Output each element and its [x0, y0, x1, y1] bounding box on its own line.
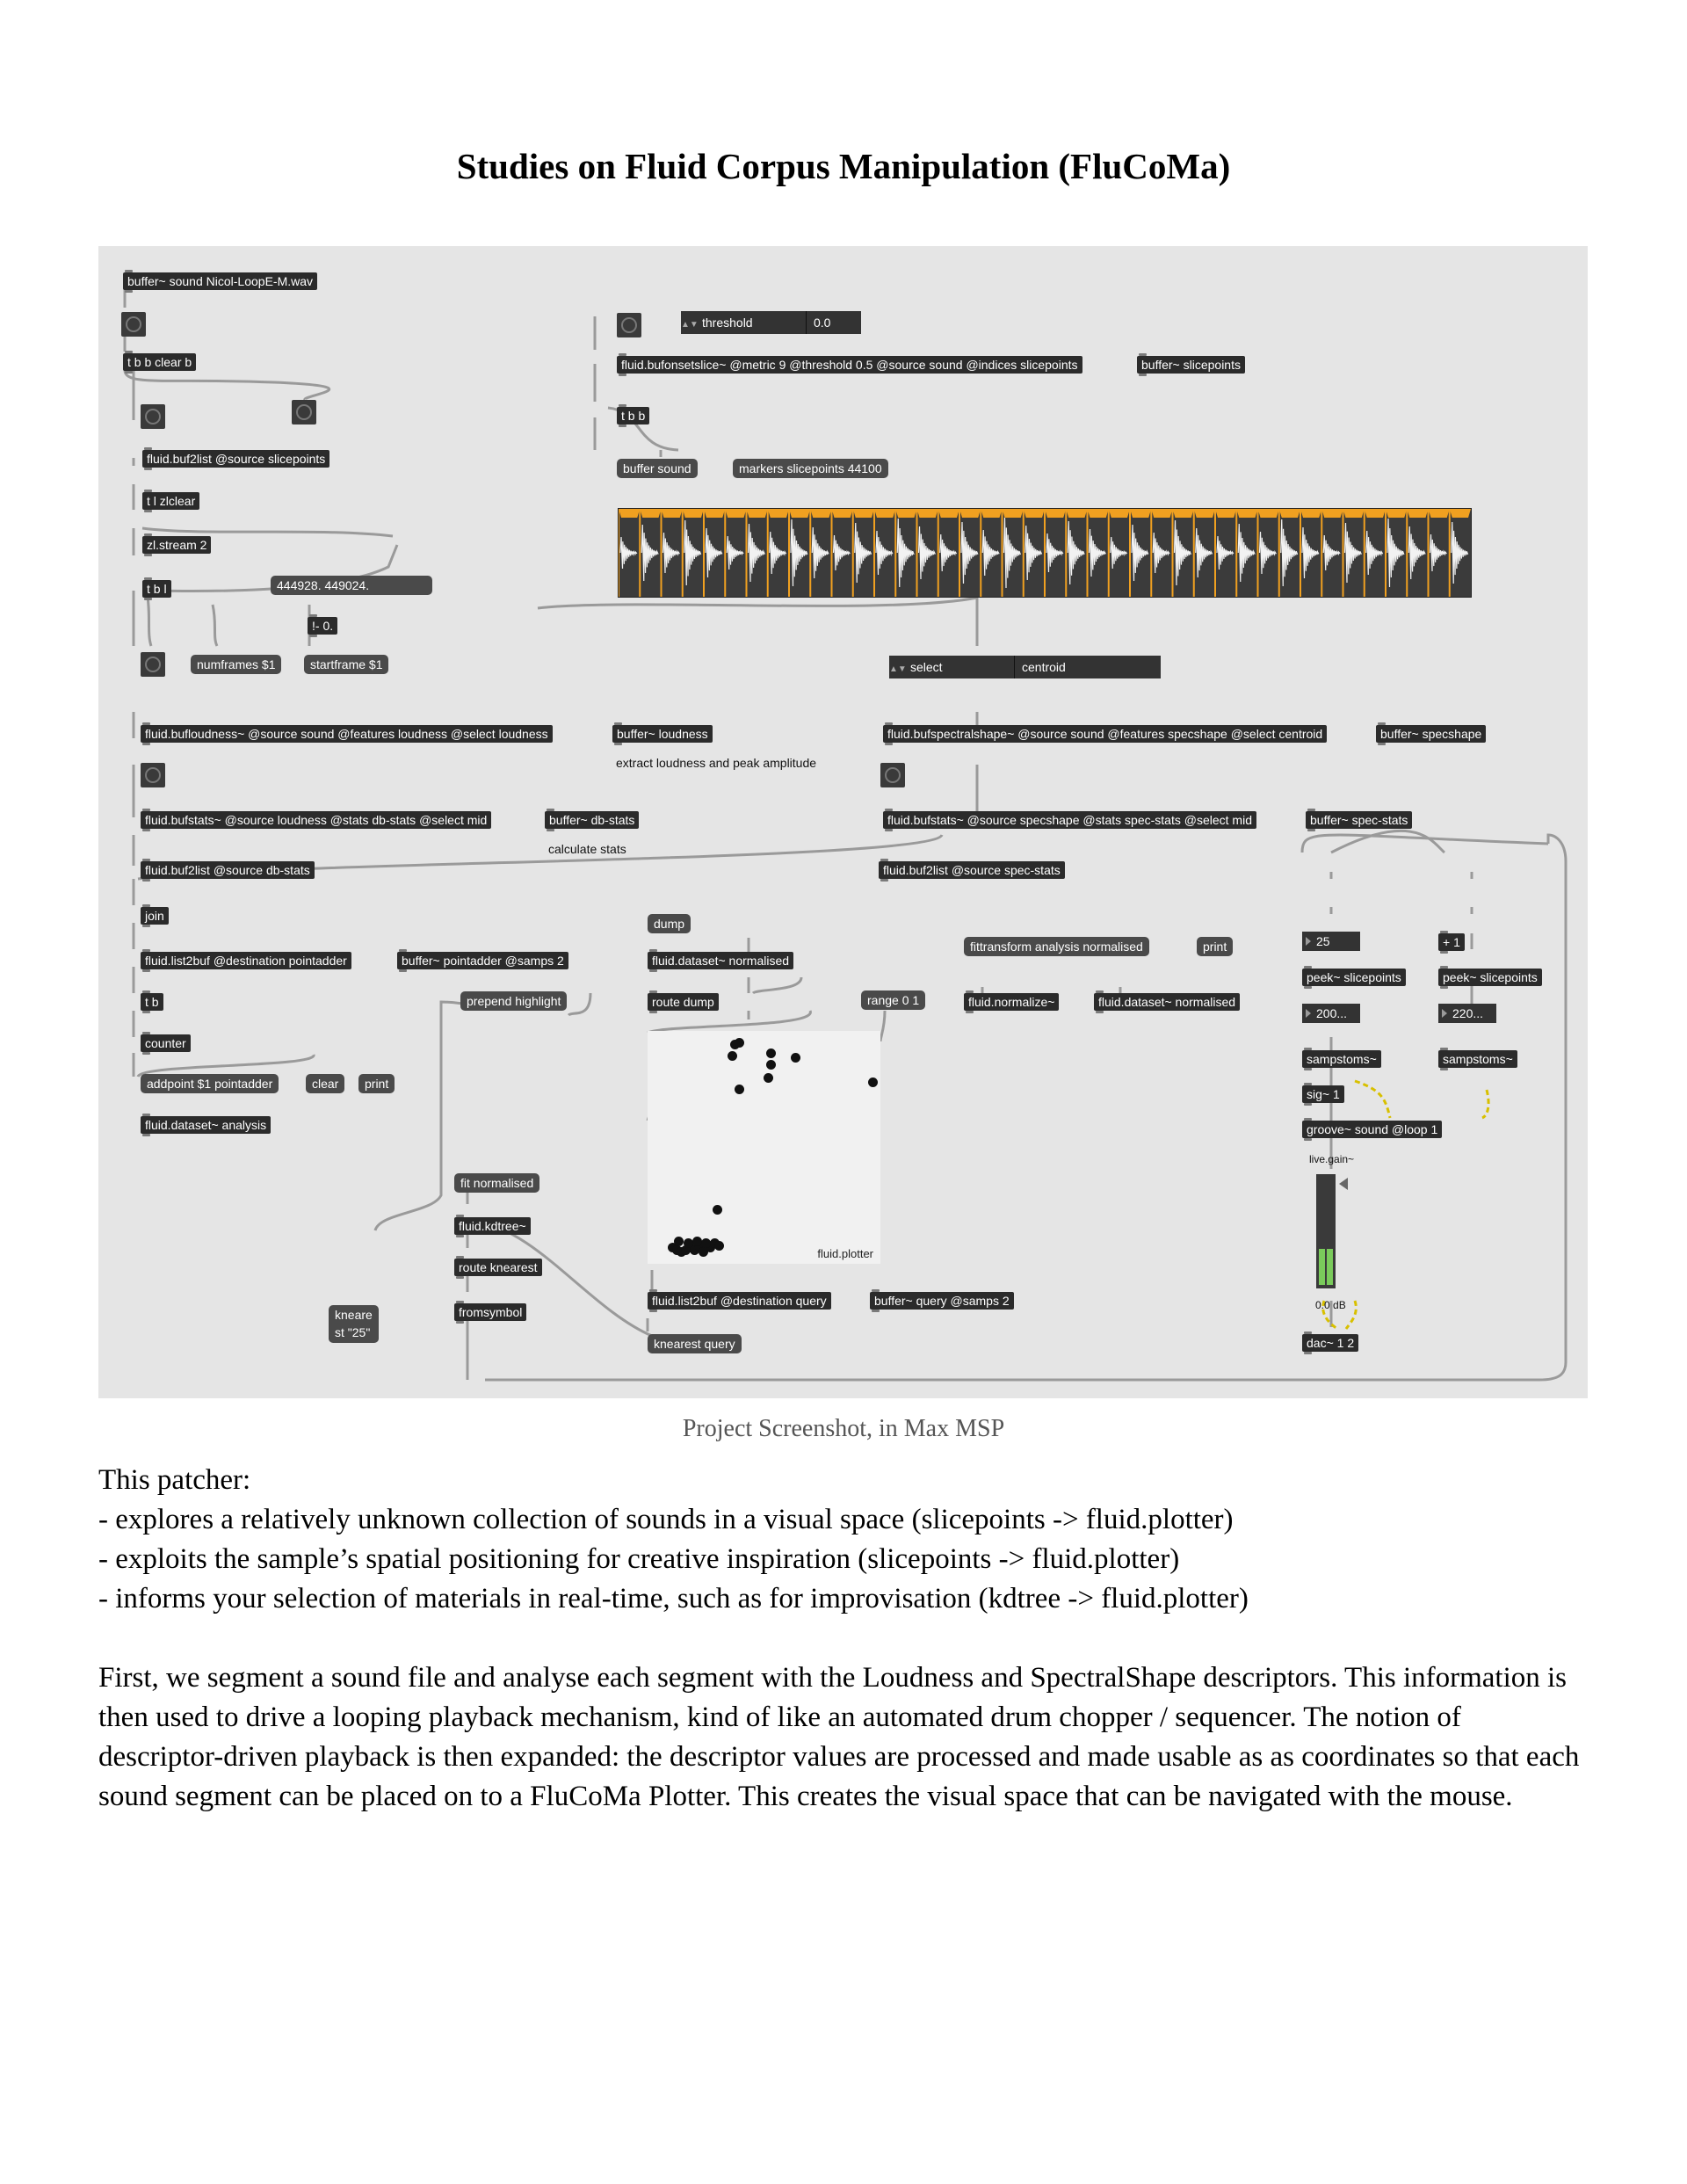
- waveform-svg: [619, 509, 1471, 597]
- waveform-segment: [1238, 524, 1255, 582]
- waveform-segment: [1217, 536, 1234, 570]
- waveform-segment: [1153, 533, 1169, 573]
- meter-level-right: [1327, 1249, 1333, 1285]
- waveform-segment: [855, 523, 872, 583]
- bullet-2: - exploits the sample’s spatial positioning for creative inspiration (slicepoints -> fluid.plotter): [98, 1543, 1180, 1575]
- plotter-label: fluid.plotter: [817, 1247, 873, 1260]
- live-gain-meter[interactable]: [1316, 1174, 1336, 1288]
- plot-point[interactable]: [674, 1237, 684, 1246]
- waveform-segment: [1046, 533, 1063, 572]
- plot-point[interactable]: [766, 1060, 776, 1070]
- fromsymbol-object[interactable]: fromsymbol: [454, 1303, 526, 1321]
- stats-spec-bang-button[interactable]: [880, 763, 905, 787]
- plot-point[interactable]: [692, 1237, 702, 1246]
- dataset-analysis-object[interactable]: fluid.dataset~ analysis: [141, 1116, 271, 1134]
- plot-point[interactable]: [791, 1053, 800, 1063]
- plot-point[interactable]: [728, 1051, 737, 1061]
- meter-level-left: [1319, 1249, 1325, 1285]
- threshold-number-box[interactable]: [681, 311, 861, 334]
- sig-object[interactable]: sig~ 1: [1302, 1085, 1344, 1103]
- waveform-segment: [876, 531, 893, 575]
- description-paragraph: First, we segment a sound file and analyse each segment with the Loudness and SpectralShape descriptors. This information is then used to drive a looping playback mechanism, kind of like an automated drum chopper / sequencer. The notion of descriptor-driven playback is then expanded: the descriptor values are processed and made usable as as coordinates so that each sound segment can be placed on to a FluCoMa Plotter. This creates the visual space that can be navigated with the mouse.: [98, 1662, 1580, 1812]
- buffer-slicepoints-object[interactable]: buffer~ slicepoints: [1137, 356, 1245, 374]
- intro-line: This patcher:: [98, 1464, 251, 1496]
- addpoint-message[interactable]: addpoint $1 pointadder: [141, 1074, 279, 1093]
- bufspectralshape-object[interactable]: fluid.bufspectralshape~ @source sound @features specshape @select centroid: [883, 725, 1327, 743]
- slice-bang-button[interactable]: [141, 404, 165, 429]
- kneare-message[interactable]: [329, 1305, 379, 1343]
- plus-one-object[interactable]: + 1: [1438, 933, 1465, 951]
- dataset-normalised-object[interactable]: fluid.dataset~ normalised: [648, 952, 793, 969]
- number-220[interactable]: 220...: [1438, 1004, 1496, 1023]
- onsetslice-object[interactable]: fluid.bufonsetslice~ @metric 9 @threshold 0.5 @source sound @indices slicepoints: [617, 356, 1082, 374]
- zl-stream-object[interactable]: zl.stream 2: [142, 536, 211, 554]
- peek-slicepoints-1-object[interactable]: peek~ slicepoints: [1302, 969, 1406, 986]
- trigger-tb-object[interactable]: t b: [141, 993, 163, 1011]
- startframe-message[interactable]: startframe $1: [304, 655, 388, 674]
- buf2list-slicepoints-object[interactable]: fluid.buf2list @source slicepoints: [142, 450, 329, 468]
- clear-message[interactable]: clear: [306, 1074, 344, 1093]
- waveform-segment: [919, 526, 936, 579]
- plot-point[interactable]: [714, 1241, 724, 1251]
- buffer-sound-message[interactable]: buffer sound: [617, 459, 698, 478]
- range-message[interactable]: range 0 1: [861, 990, 925, 1010]
- plot-point[interactable]: [766, 1048, 776, 1058]
- buffer-dbstats-object[interactable]: buffer~ db-stats: [545, 811, 639, 829]
- list2buf-pointadder-object[interactable]: fluid.list2buf @destination pointadder: [141, 952, 351, 969]
- plot-point[interactable]: [868, 1077, 878, 1087]
- fittransform-message[interactable]: fittransform analysis normalised: [964, 937, 1149, 956]
- print-message[interactable]: print: [358, 1074, 395, 1093]
- select-umenu[interactable]: [889, 656, 1161, 678]
- kneare-line-2: st "25": [335, 1325, 371, 1339]
- buffer-pointadder-object[interactable]: buffer~ pointadder @samps 2: [397, 952, 568, 969]
- waveform-segment: [1452, 522, 1468, 584]
- plot-point[interactable]: [735, 1038, 744, 1048]
- figure-caption: Project Screenshot, in Max MSP: [682, 1415, 1005, 1442]
- plot-point[interactable]: [713, 1205, 722, 1215]
- onset-bang-button[interactable]: [617, 313, 641, 337]
- dac-object[interactable]: dac~ 1 2: [1302, 1334, 1358, 1352]
- buffer-specshape-object[interactable]: buffer~ specshape: [1376, 725, 1486, 743]
- waveform-segment: [1111, 537, 1127, 569]
- knearest-query-message[interactable]: knearest query: [648, 1334, 742, 1353]
- dataset-normalised-2-object[interactable]: fluid.dataset~ normalised: [1094, 993, 1240, 1011]
- buffer-query-object[interactable]: buffer~ query @samps 2: [870, 1292, 1014, 1310]
- bufloudness-object[interactable]: fluid.bufloudness~ @source sound @features loudness @select loudness: [141, 725, 553, 743]
- buffer-loudness-object[interactable]: buffer~ loudness: [612, 725, 713, 743]
- centroid-value[interactable]: centroid: [1022, 660, 1066, 674]
- join-object[interactable]: join: [141, 907, 169, 925]
- waveform-segment: [1387, 519, 1404, 587]
- kdtree-object[interactable]: fluid.kdtree~: [454, 1217, 531, 1235]
- waveform-segment: [663, 533, 680, 573]
- kneare-line-1: kneare: [335, 1308, 373, 1322]
- buffer-sound-object[interactable]: buffer~ sound Nicol-LoopE-M.wav: [123, 272, 317, 290]
- description-text: [98, 1461, 1592, 1817]
- route-dump-object[interactable]: route dump: [648, 993, 719, 1011]
- waveform-segment: [1132, 525, 1148, 581]
- waveform-segment: [1004, 518, 1021, 588]
- waveform-segment: [834, 535, 851, 570]
- fluid-plotter[interactable]: [648, 1031, 880, 1264]
- waveform-segment: [641, 525, 658, 581]
- buffer-specstats-object[interactable]: buffer~ spec-stats: [1306, 811, 1412, 829]
- plot-point[interactable]: [764, 1073, 773, 1083]
- updown-icon: ▲▼: [889, 664, 907, 674]
- buf2list-specstats-object[interactable]: fluid.buf2list @source spec-stats: [879, 861, 1065, 879]
- waveform-segment: [791, 519, 807, 586]
- page-title: Studies on Fluid Corpus Manipulation (FluCoMa): [456, 146, 1231, 186]
- waveform-segment: [982, 530, 999, 576]
- threshold-label: threshold: [695, 311, 807, 334]
- waveform-segment: [1196, 528, 1213, 577]
- groove-object[interactable]: groove~ sound @loop 1: [1302, 1121, 1442, 1138]
- gain-slider-handle-icon[interactable]: [1339, 1178, 1348, 1190]
- waveform-segment: [897, 519, 914, 587]
- load-bang-button[interactable]: [121, 312, 146, 337]
- extract-comment: extract loudness and peak amplitude: [616, 756, 817, 770]
- print2-message[interactable]: print: [1197, 937, 1233, 956]
- list2buf-query-object[interactable]: fluid.list2buf @destination query: [648, 1292, 831, 1310]
- waveform-segment: [961, 522, 978, 584]
- buf2list-dbstats-object[interactable]: fluid.buf2list @source db-stats: [141, 861, 315, 879]
- plot-point[interactable]: [684, 1238, 693, 1248]
- route-knearest-object[interactable]: route knearest: [454, 1259, 542, 1276]
- stats-loud-bang-button[interactable]: [141, 763, 165, 787]
- number-25[interactable]: 25: [1302, 932, 1360, 951]
- select-label: select: [903, 656, 1015, 678]
- waveform-segment: [684, 520, 701, 585]
- waveform-segment: [1068, 521, 1084, 584]
- waveform-segment: [1175, 520, 1191, 585]
- waveform-segment: [1302, 527, 1319, 578]
- dump-message[interactable]: dump: [648, 914, 691, 933]
- markers-message[interactable]: markers slicepoints 44100: [733, 459, 888, 478]
- updown-icon: ▲▼: [681, 320, 699, 330]
- normalize-object[interactable]: fluid.normalize~: [964, 993, 1059, 1011]
- sampstoms-1-object[interactable]: sampstoms~: [1302, 1050, 1381, 1068]
- analysis-bang-button[interactable]: [141, 652, 165, 677]
- trigger-zlclear-object[interactable]: t l zlclear: [142, 492, 199, 510]
- waveform-segment: [770, 532, 786, 574]
- list-values-message[interactable]: 444928. 449024.: [271, 576, 432, 595]
- trigger-tbl-object[interactable]: t b l: [142, 580, 171, 598]
- waveform-segment: [1345, 523, 1362, 583]
- waveform-segment: [1090, 529, 1106, 577]
- threshold-value[interactable]: 0.0: [814, 316, 831, 330]
- waveform-segment: [1281, 519, 1298, 586]
- waveform-segment: [620, 537, 637, 569]
- clear-bang-button[interactable]: [292, 400, 316, 424]
- waveform-segment: [812, 527, 829, 578]
- prepend-highlight-message[interactable]: prepend highlight: [460, 991, 567, 1011]
- waveform-segment: [940, 534, 957, 571]
- waveform-segment: [749, 524, 765, 582]
- bufstats-spec-object[interactable]: fluid.bufstats~ @source specshape @stats spec-stats @select mid: [883, 811, 1256, 829]
- fit-normalised-message[interactable]: fit normalised: [454, 1173, 539, 1193]
- live-gain-label: live.gain~: [1309, 1153, 1355, 1165]
- waveform-segment: [1260, 532, 1277, 574]
- waveform-segment: [1366, 531, 1383, 575]
- max-patcher-canvas[interactable]: [98, 246, 1588, 1398]
- calc-stats-comment: calculate stats: [548, 842, 626, 856]
- counter-object[interactable]: counter: [141, 1034, 191, 1052]
- subtract-object[interactable]: !- 0.: [308, 617, 337, 635]
- trigger-object[interactable]: t b b clear b: [123, 353, 196, 371]
- numframes-message[interactable]: numframes $1: [191, 655, 281, 674]
- waveform-display[interactable]: [618, 508, 1472, 598]
- plot-point[interactable]: [735, 1085, 744, 1094]
- waveform-segment: [1025, 526, 1042, 580]
- trigger-tbb-object[interactable]: t b b: [617, 407, 649, 424]
- peek-slicepoints-2-object[interactable]: peek~ slicepoints: [1438, 969, 1542, 986]
- number-200[interactable]: 200...: [1302, 1004, 1360, 1023]
- bullet-3: - informs your selection of materials in real-time, such as for improvisation (kdtree -> fluid.plotter): [98, 1583, 1249, 1614]
- waveform-segment: [1323, 535, 1340, 570]
- waveform-segment: [706, 528, 722, 577]
- waveform-segment: [1408, 526, 1425, 579]
- gain-db-readout: 0.0 dB: [1315, 1299, 1346, 1311]
- waveform-segment: [727, 536, 743, 570]
- bullet-1: - explores a relatively unknown collection of sounds in a visual space (slicepoints -> fluid.plotter): [98, 1504, 1234, 1535]
- waveform-segment: [1430, 534, 1447, 571]
- bufstats-loudness-object[interactable]: fluid.bufstats~ @source loudness @stats db-stats @select mid: [141, 811, 491, 829]
- sampstoms-2-object[interactable]: sampstoms~: [1438, 1050, 1517, 1068]
